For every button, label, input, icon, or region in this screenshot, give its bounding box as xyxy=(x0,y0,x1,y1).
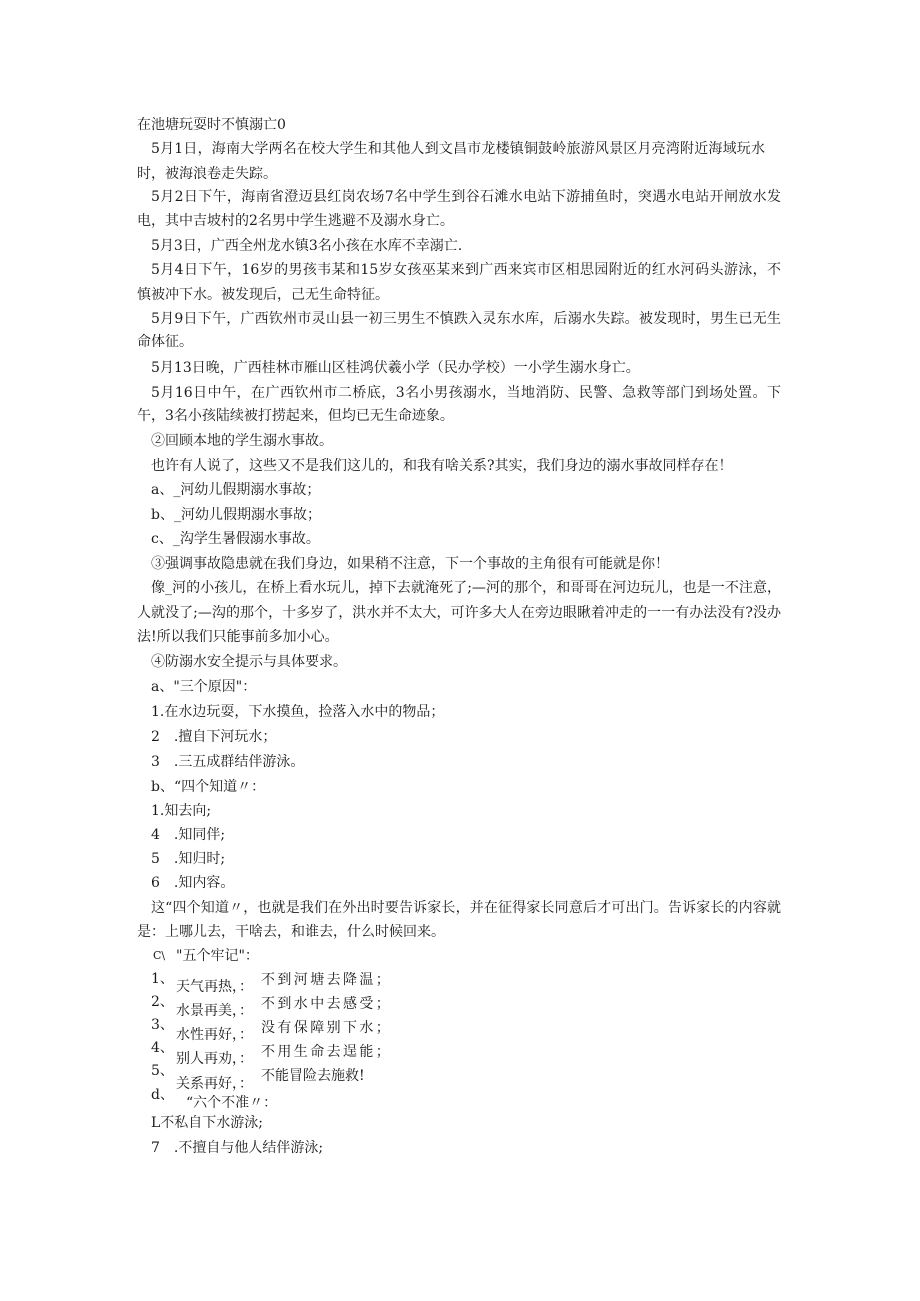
list-item: c、_沟学生暑假溺水事故。 xyxy=(151,531,320,547)
text-line: 5月9日下午，广西钦州市灵山县一初三男生不慎跌入灵东水库，后溺水失踪。被发现时，男生已无生 xyxy=(151,311,781,327)
text-line: 法!所以我们只能事前多加小心。 xyxy=(137,629,339,645)
list-item: 6 .知内容。 xyxy=(151,875,235,891)
remember-rule: 不用生命去逞能； xyxy=(261,1044,393,1060)
text-line: 时，被海浪卷走失踪。 xyxy=(137,166,277,182)
text-line: 电，其中吉坡村的2名男中学生逃避不及溺水身亡。 xyxy=(137,213,454,229)
remember-rule: 不到水中去感受； xyxy=(261,996,393,1012)
list-item: 4 .知同伴; xyxy=(151,827,226,843)
remember-condition: 关系再好，： xyxy=(176,1076,253,1092)
list-item: 3 .三五成群结伴游泳。 xyxy=(151,754,305,770)
text-line: a、"三个原因"： xyxy=(151,679,257,695)
text-line: 5月2日下午，海南省澄迈县红岗农场7名中学生到谷石滩水电站下游捕鱼时，突遇水电站开闸放水发 xyxy=(151,189,781,205)
list-number: 1、 xyxy=(151,971,174,987)
list-item: a、_河幼儿假期溺水事故； xyxy=(151,482,321,498)
text-line: 是：上哪儿去，干啥去，和谁去，什么时候回来。 xyxy=(137,924,445,940)
list-item: b、_河幼儿假期溺水事故； xyxy=(151,507,321,523)
title-line: 在池塘玩耍时不慎溺亡0 xyxy=(137,117,286,133)
list-label: d、 xyxy=(151,1087,174,1103)
text-line: ③强调事故隐患就在我们身边，如果稍不注意，下一个事故的主角很有可能就是你！ xyxy=(151,556,669,572)
remember-condition: 别人再劝，： xyxy=(176,1051,253,1067)
remember-rule: 不能冒险去施救! xyxy=(261,1068,365,1084)
five-remember-heading: "五个牢记"： xyxy=(176,948,259,964)
text-line: 5月4日下午，16岁的男孩韦某和15岁女孩巫某来到广西来宾市区相思园附近的红水河码头游泳，不 xyxy=(151,262,781,278)
text-line: 5月16日中午，在广西钦州市二桥底，3名小男孩溺水，当地消防、民警、急救等部门到场处置。下 xyxy=(151,385,781,401)
list-item: 1.在水边玩耍，下水摸鱼，捡落入水中的物品； xyxy=(151,704,445,720)
text-line: 5月3日，广西全州龙水镇3名小孩在水库不幸溺亡. xyxy=(151,238,463,254)
remember-condition: 水景再美，： xyxy=(176,1003,253,1019)
list-number: 4、 xyxy=(151,1040,174,1056)
text-line: 也许有人说了，这些又不是我们这儿的，和我有啥关系?其实，我们身边的溺水事故同样存在！ xyxy=(151,458,733,474)
text-line: ②回顾本地的学生溺水事故。 xyxy=(151,433,333,449)
text-line: 这“四个知道〃，也就是我们在外出时要告诉家长，并在征得家长同意后才可出门。告诉家长的内容就 xyxy=(151,900,781,916)
list-item: L不私自下水游泳; xyxy=(151,1115,264,1131)
list-number: 3、 xyxy=(151,1017,174,1033)
six-rules-heading: “六个不准〃： xyxy=(186,1095,278,1111)
text-line: ④防溺水安全提示与具体要求。 xyxy=(151,654,347,670)
text-line: 像_河的小孩儿，在桥上看水玩儿，掉下去就淹死了;—河的那个，和哥哥在河边玩儿，也是一不注意， xyxy=(151,580,781,596)
list-item: 7 .不擅自与他人结伴游泳; xyxy=(151,1140,324,1156)
text-line: b、“四个知道〃： xyxy=(151,779,266,795)
list-item: 2 .擅自下河玩水； xyxy=(151,729,277,745)
remember-rule: 没有保障别下水； xyxy=(261,1020,393,1036)
section-mark: C\ xyxy=(153,949,166,962)
list-number: 2、 xyxy=(151,994,174,1010)
list-item: 1.知去向; xyxy=(151,803,212,819)
text-line: 5月1日，海南大学两名在校大学生和其他人到文昌市龙楼镇铜鼓岭旅游风景区月亮湾附近海域玩水 xyxy=(151,141,765,157)
text-line: 命体征。 xyxy=(137,334,193,350)
text-line: 人就没了;—沟的那个，十多岁了，洪水并不太大，可许多大人在旁边眼瞅着冲走的一一有办法没有?没办 xyxy=(137,605,781,621)
remember-condition: 天气再热，： xyxy=(176,979,253,995)
text-line: 5月13日晚，广西桂林市雁山区桂鸿伏羲小学（民办学校）一小学生溺水身亡。 xyxy=(151,360,640,376)
list-number: 5、 xyxy=(151,1063,174,1079)
list-item: 5 .知归时; xyxy=(151,851,226,867)
remember-rule: 不到河塘去降温； xyxy=(261,972,393,988)
text-line: 慎被冲下水。被发现后，己无生命特征。 xyxy=(137,287,389,303)
text-line: 午，3名小孩陆续被打捞起来，但均已无生命迹象。 xyxy=(137,408,454,424)
remember-condition: 水性再好，： xyxy=(176,1027,253,1043)
